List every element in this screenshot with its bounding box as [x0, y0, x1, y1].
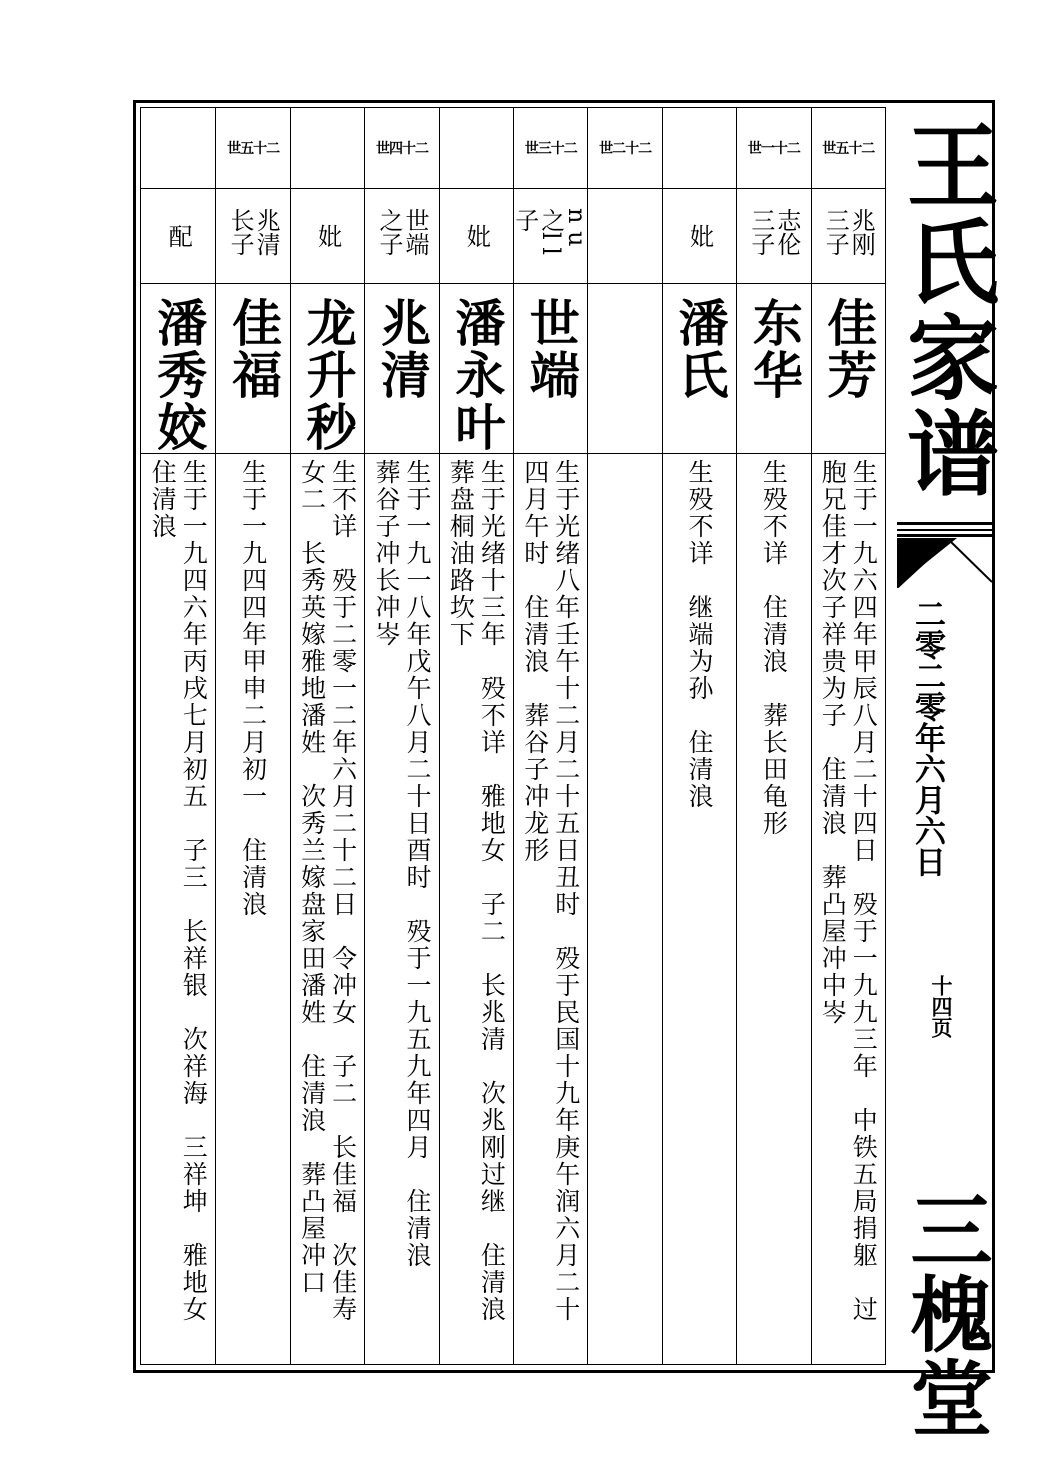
generation-cell	[216, 108, 289, 189]
entry-column	[439, 108, 513, 1364]
relation-cell	[737, 188, 810, 284]
generation-cell	[663, 108, 736, 189]
relation-part: 妣	[313, 223, 342, 248]
relation-label	[512, 208, 590, 264]
hall-name: 三槐堂	[897, 1188, 993, 1440]
generation-label: 世一十二	[747, 141, 800, 157]
person-name: 潘氏	[670, 297, 730, 401]
chevron-down-icon	[897, 538, 992, 588]
relation-part: 之l l子	[510, 207, 565, 255]
relation-label	[376, 208, 428, 264]
entry-column	[364, 108, 438, 1364]
relation-cell	[141, 188, 215, 284]
person-description: 生不详 殁于二零一二年六月二十二日 令冲女 子二 长佳福 次佳寿 女二 长秀英嫁雅地潘姓 次秀兰嫁盘家田潘姓 住清浪 葬凸屋冲口	[297, 459, 358, 1323]
title-divider	[897, 534, 992, 537]
generation-label: 世五十二	[227, 141, 280, 157]
person-name: 潘秀姣	[149, 297, 209, 453]
generation-cell	[365, 108, 438, 189]
relation-part: 配	[164, 223, 193, 248]
person-description: 生于一九四四年甲申二月初一 住清浪	[238, 459, 268, 918]
person-name: 佳福	[224, 297, 284, 401]
name-cell	[514, 283, 587, 454]
relation-cell	[291, 188, 364, 284]
relation-label	[748, 208, 800, 264]
relation-part: 长子	[226, 207, 255, 256]
generation-cell	[141, 108, 215, 189]
generation-cell	[440, 108, 513, 189]
generation-label: 世四十二	[375, 141, 428, 157]
person-description: 生于一九一八年戊午八月二十日酉时 殁于一九五九年四月 住清浪 葬谷子冲长冲岑	[371, 459, 432, 1269]
relation-label	[463, 224, 489, 248]
name-cell	[141, 283, 215, 454]
generation-cell	[737, 108, 810, 189]
relation-part: 志伦	[772, 207, 801, 256]
entry-column	[811, 108, 885, 1364]
relation-part: 妣	[685, 223, 714, 248]
relation-part: 三子	[746, 207, 775, 256]
genealogy-table	[141, 108, 885, 1364]
name-cell	[216, 283, 289, 454]
publication-date: 二零二零年六月六日	[909, 598, 945, 877]
description-cell	[514, 453, 587, 1364]
generation-cell	[291, 108, 364, 189]
relation-cell	[440, 188, 513, 284]
generation-cell	[588, 108, 661, 189]
generation-cell	[514, 108, 587, 189]
description-cell	[141, 453, 215, 1364]
name-cell	[365, 283, 438, 454]
description-cell	[291, 453, 364, 1364]
generation-label: 世三十二	[524, 141, 577, 157]
relation-cell	[812, 188, 885, 284]
person-description: 生于一九四六年丙戌七月初五 子三 长祥银 次祥海 三祥坤 雅地女 住清浪	[148, 459, 209, 1323]
entry-column	[736, 108, 810, 1364]
relation-part: 世端	[400, 207, 429, 256]
title-divider	[897, 529, 992, 531]
relation-cell	[216, 188, 289, 284]
name-cell	[291, 283, 364, 454]
title-divider	[897, 522, 992, 525]
relation-part: 妣	[462, 223, 491, 248]
entry-column	[587, 108, 661, 1364]
page-number: 十四页	[929, 975, 954, 1038]
generation-label: 世五十二	[822, 141, 875, 157]
name-cell	[737, 283, 810, 454]
entry-column	[662, 108, 736, 1364]
relation-label	[687, 224, 713, 248]
relation-part: n u	[562, 207, 591, 247]
relation-label	[227, 208, 279, 264]
relation-cell	[588, 188, 661, 284]
person-name: 兆清	[372, 297, 432, 401]
person-description: 生于光绪八年壬午十二月二十五日丑时 殁于民国十九年庚午润六月二十 四月午时 住清浪 葬谷子冲龙形	[520, 459, 581, 1323]
relation-part: 兆刚	[847, 207, 876, 256]
relation-part: 三子	[821, 207, 850, 256]
entry-column	[215, 108, 289, 1364]
person-description: 生殁不详 住清浪 葬长田龟形	[759, 459, 789, 837]
entry-column	[290, 108, 364, 1364]
description-cell	[588, 453, 661, 1364]
person-name: 东华	[744, 297, 804, 401]
description-cell	[737, 453, 810, 1364]
person-name: 世端	[521, 297, 581, 401]
relation-cell	[365, 188, 438, 284]
relation-cell	[663, 188, 736, 284]
description-cell	[365, 453, 438, 1364]
description-cell	[216, 453, 289, 1364]
name-cell	[663, 283, 736, 454]
generation-cell	[812, 108, 885, 189]
relation-label	[315, 224, 341, 248]
relation-label	[822, 208, 874, 264]
description-cell	[812, 453, 885, 1364]
page-title: 王氏家谱	[892, 118, 1000, 502]
person-name: 龙升秒	[298, 297, 358, 453]
person-description: 生于光绪十三年 殁不详 雅地女 子二 长兆清 次兆刚过继 住清浪 葬盘桐油路坎下	[446, 459, 507, 1323]
person-name: 佳芳	[819, 297, 879, 401]
entry-column	[510, 108, 591, 1364]
generation-label: 世二十二	[599, 141, 652, 157]
relation-part: 兆清	[252, 207, 281, 256]
name-cell	[812, 283, 885, 454]
relation-part: 之子	[374, 207, 403, 256]
person-name: 潘永叶	[447, 297, 507, 453]
name-cell	[588, 283, 661, 454]
relation-label	[165, 224, 191, 248]
relation-cell	[510, 188, 591, 284]
person-description: 生殁不详 继端为孙 住清浪	[685, 459, 715, 810]
name-cell	[440, 283, 513, 454]
entry-column	[141, 108, 215, 1364]
description-cell	[440, 453, 513, 1364]
person-description: 生于一九六四年甲辰八月二十四日 殁于一九九三年 中铁五局捐躯 过 胞兄佳才次子祥贵为子 住清浪 葬凸屋冲中岑	[818, 459, 879, 1323]
description-cell	[663, 453, 736, 1364]
